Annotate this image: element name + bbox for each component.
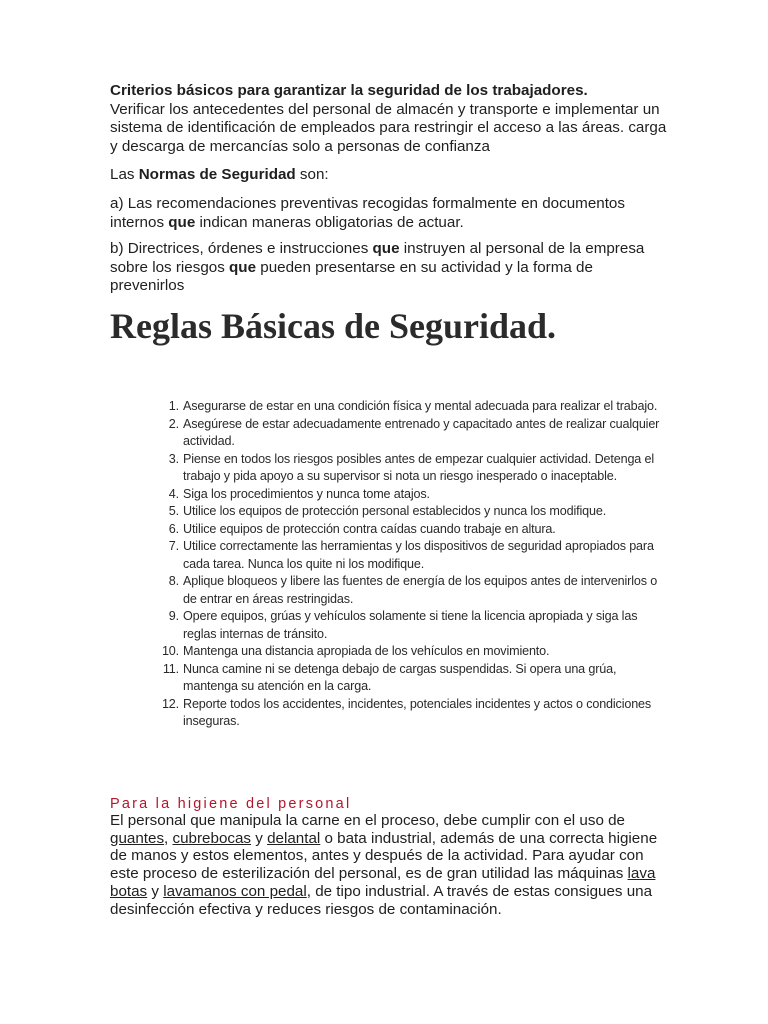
list-item-text: Piense en todos los riesgos posibles antes de empezar cualquier actividad. Detenga el trabajo y pida apoyo a su supervisor si nota un riesgo inesperado o inaceptable. — [183, 451, 655, 483]
list-item-text: Opere equipos, grúas y vehículos solamente si tiene la licencia apropiada y siga las reglas internas de tránsito. — [183, 609, 638, 641]
list-item-text: Utilice equipos de protección contra caídas cuando trabaje en altura. — [183, 521, 556, 536]
normas-post: son: — [295, 166, 329, 183]
rec-a-part1: a) Las recomendaciones preventivas recogidas formalmente en documentos internos — [110, 195, 625, 231]
normas-line — [110, 166, 670, 185]
normas-pre: Las — [110, 166, 139, 183]
list-item-text: Utilice los equipos de protección personal establecidos y nunca los modifique. — [183, 504, 607, 518]
list-item — [150, 451, 660, 486]
list-item-number: 8. — [168, 574, 179, 588]
intro-section — [110, 82, 670, 156]
list-item-number: 9. — [168, 609, 179, 623]
intro-body: Verificar los antecedentes del personal de almacén y transporte e implementar un sistema de identificación de empleados para restringir el acceso a las áreas. carga y descarga de mercancías solo a personas de confianza — [110, 100, 667, 155]
rec-b-part1: b) Directrices, órdenes e instrucciones — [110, 240, 373, 257]
link-lava-botas[interactable]: lava botas — [110, 865, 656, 900]
list-item-number: 3. — [168, 451, 179, 466]
list-item-text: Mantenga una distancia apropiada de los vehículos en movimiento. — [183, 644, 550, 658]
list-item-number: 6. — [168, 521, 179, 536]
list-item-number: 4. — [168, 486, 179, 501]
normas-bold: Normas de Seguridad — [138, 166, 296, 183]
rec-b-keyword1: que — [372, 240, 400, 257]
hygiene-text-part: El personal que manipula la carne en el proceso, debe cumplir con el uso de — [110, 812, 626, 829]
list-item — [150, 486, 660, 504]
list-item-text: Aplique bloqueos y libere las fuentes de energía de los equipos antes de intervenirlos o de entrar en áreas restringidas. — [183, 574, 658, 606]
list-item — [150, 521, 660, 539]
list-item-number: 1. — [168, 399, 179, 413]
list-item-text: Asegurarse de estar en una condición física y mental adecuada para realizar el trabajo. — [183, 399, 658, 413]
rules-title: Reglas Básicas de Seguridad. — [110, 306, 557, 346]
rec-a-keyword: que — [168, 213, 196, 231]
link-cubrebocas[interactable]: cubrebocas — [172, 829, 252, 847]
list-item-number: 10. — [161, 644, 179, 658]
list-item-number: 11. — [162, 661, 179, 676]
rec-a-part2: indican maneras obligatorias de actuar. — [195, 213, 464, 231]
list-item — [150, 696, 660, 731]
rec-b-part2: instruyen al personal de la empresa sobre los riesgos — [110, 240, 645, 276]
list-item-text: Siga los procedimientos y nunca tome atajos. — [183, 486, 430, 501]
list-item — [150, 661, 660, 696]
list-item-text: Utilice correctamente las herramientas y los dispositivos de seguridad apropiados para cada tarea. Nunca los quite ni los modifique. — [183, 539, 654, 571]
list-item-number: 12. — [161, 696, 179, 711]
list-item — [150, 643, 660, 661]
link-delantal[interactable]: delantal — [267, 829, 321, 847]
hygiene-title: Para la higiene del personal — [110, 796, 352, 812]
hygiene-text-part: y — [251, 829, 268, 847]
list-item — [150, 398, 660, 416]
hygiene-text — [110, 812, 670, 918]
list-item — [150, 416, 660, 451]
hygiene-text-part: y — [147, 882, 164, 900]
intro-heading: Criterios básicos para garantizar la seguridad de los trabajadores. — [110, 82, 588, 99]
list-item-text: Reporte todos los accidentes, incidentes, potenciales incidentes y actos o condiciones inseguras. — [183, 696, 652, 728]
list-item-text: Asegúrese de estar adecuadamente entrenado y capacitado antes de realizar cualquier actividad. — [183, 416, 660, 448]
hygiene-text-part: , de tipo industrial. A través de estas consigues una desinfección efectiva y reduces riesgos de contaminación. — [110, 882, 653, 918]
link-lavamanos-con-pedal[interactable]: lavamanos con pedal — [163, 882, 307, 900]
rec-b-part3: pueden presentarse en su actividad y la forma de prevenirlos — [110, 258, 593, 294]
list-item-number: 2. — [168, 416, 179, 431]
list-item — [150, 608, 660, 643]
list-item — [150, 573, 660, 608]
list-item — [150, 503, 660, 521]
hygiene-text-part: , — [164, 829, 173, 847]
list-item-number: 5. — [168, 504, 179, 518]
list-item-number: 7. — [168, 539, 179, 553]
rec-b-keyword2: que — [229, 258, 257, 276]
hygiene-text-part: o bata industrial, además de una correcta higiene de manos y estos elementos, antes y después de la actividad. Para ayudar con este proceso de esterilización del personal, es de gran utilidad las máquinas — [110, 829, 658, 883]
recommendation-b — [110, 240, 670, 296]
recommendation-a — [110, 195, 670, 232]
link-guantes[interactable]: guantes — [110, 829, 165, 847]
rules-list — [150, 398, 660, 731]
list-item-text: Nunca camine ni se detenga debajo de cargas suspendidas. Si opera una grúa, mantenga su atención en la carga. — [183, 661, 617, 693]
list-item — [150, 538, 660, 573]
